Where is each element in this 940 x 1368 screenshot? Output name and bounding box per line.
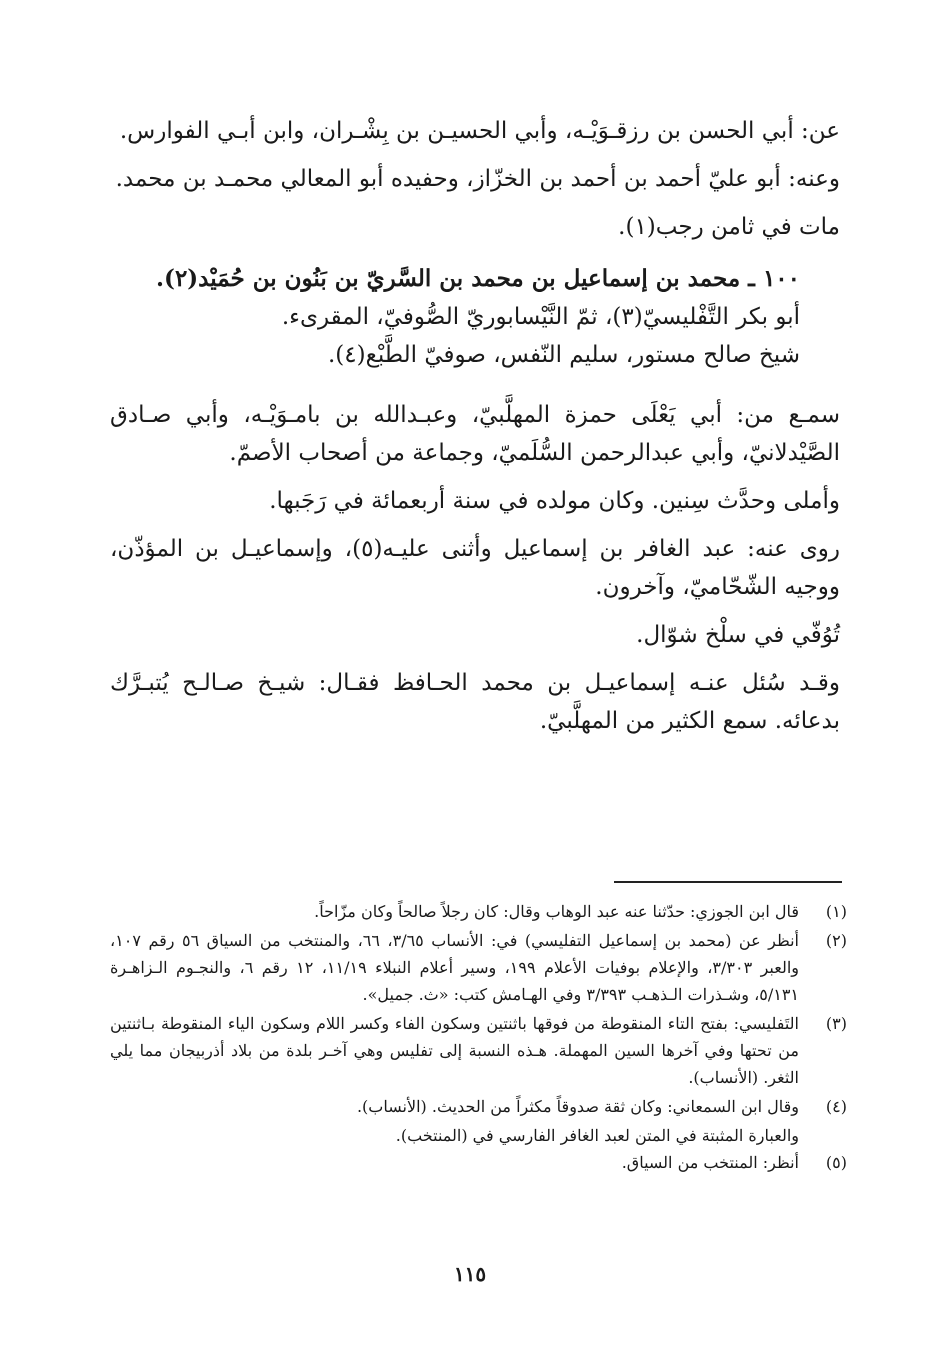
- footnote-text: وقال ابن السمعاني: وكان ثقة صدوقاً مكثراً من الحديث. (الأنساب).: [356, 1097, 799, 1116]
- page-number: ١١٥: [453, 1262, 487, 1286]
- footnote-item: [110, 1149, 847, 1176]
- footnote-number: (٢): [825, 931, 847, 950]
- footnote-number: (١): [825, 902, 847, 921]
- footnote-text: أنظر: المنتخب من السياق.: [621, 1153, 799, 1172]
- footnote-continuation: والعبارة المثبتة في المتن لعبد الغافر الفارسي في (المنتخب).: [395, 1126, 799, 1145]
- entry-description: شيخ صالح مستور، سليم النّفس، صوفيّ الطَّبْع(٤).: [327, 342, 800, 368]
- footnote-separator: [614, 881, 842, 883]
- paragraph-heard-from: سمـع من: أبي يَعْلَى حمزة المهلَّبيّ، وعبـدالله بن بامـوَيْـه، وأبي صـادق الصَّيْدلانيّ، وأبي عبدالرحمن السُّلَميّ، وجماعة من أصحاب الأصمّ.: [110, 402, 840, 466]
- paragraph-narrators-from: عن: أبي الحسن بن رزقـوَيْـه، وأبي الحسيـن بن بِشْـران، وابن أبـي الفوارس.: [119, 118, 840, 144]
- footnote-number: (٤): [825, 1097, 847, 1116]
- footnote-item: [110, 1010, 847, 1091]
- footnote-text: التَفليسي: بفتح التاء المنقوطة من فوقها باثنتين وسكون الفاء وكسر اللام وسكون الياء المنقوطة بـاثنتين من تحتها وفي آخرها السين المهملة. هـذه النسبة إلى تفليس وهي آخـر بلدة من بلاد أذربيجان مما يلي الثغر. (الأنساب).: [110, 1014, 800, 1087]
- footnotes: [110, 898, 847, 1178]
- footnote-number: (٣): [825, 1014, 847, 1033]
- entry-heading: ١٠٠ ـ محمد بن إسماعيل بن محمد بن السَّريّ بن بَنُون بن حُمَيْد(٢).: [156, 265, 800, 292]
- footnote-item: [110, 927, 847, 1008]
- entry-kunya: أبو بكر التَّفْليسيّ(٣)، ثمّ النَّيْسابوريّ الصُّوفيّ، المقرىء.: [281, 304, 800, 330]
- paragraph-asked: وقـد سُئل عنـه إسماعيـل بن محمد الحـافظ فقـال: شيـخ صـالـح يُتبـرَّك بدعائه. سمع الكثير من المهلَّبيّ.: [110, 670, 840, 734]
- footnote-number: (٥): [825, 1153, 847, 1172]
- footnote-item: [110, 1093, 847, 1120]
- paragraph-died: تُوُفّي في سلْخ شوّال.: [636, 622, 840, 648]
- paragraph-narrated-by: روى عنه: عبد الغافر بن إسماعيل وأثنى عليـه(٥)، وإسماعيـل بن المؤذّن، ووجيه الشّحّاميّ، وآخرون.: [110, 536, 840, 600]
- footnote-text: أنظر عن (محمد بن إسماعيل التفليسي) في: الأنساب ٣/٦٥، ٦٦، والمنتخب من السياق ٥٦ رقم ١٠٧، والعبر ٣/٣٠٣، والإعلام بوفيات الأعلام ١٩٩، وسير أعلام النبلاء ١١/١٩، ١٢ رقم ٦، والنجـوم الـزاهـرة ٥/١٣١، وشـذرات الـذهـب ٣/٣٩٣ وفي الهـامش كتب: «ث. جميل».: [110, 931, 800, 1004]
- paragraph-death: مات في ثامن رجب(١).: [618, 214, 840, 240]
- paragraph-dictated: وأملى وحدَّث سِنين. وكان مولده في سنة أربعمائة في رَجَبها.: [269, 488, 840, 514]
- main-text: [110, 112, 840, 750]
- footnote-text: قال ابن الجوزي: حدّثنا عنه عبد الوهاب وقال: كان رجلاً صالحاً وكان مزّاحاً.: [314, 902, 799, 921]
- paragraph-narrators-to: وعنه: أبو عليّ أحمد بن أحمد بن الخزّاز، وحفيده أبو المعالي محمـد بن محمد.: [115, 166, 840, 192]
- footnote-item: [110, 898, 847, 925]
